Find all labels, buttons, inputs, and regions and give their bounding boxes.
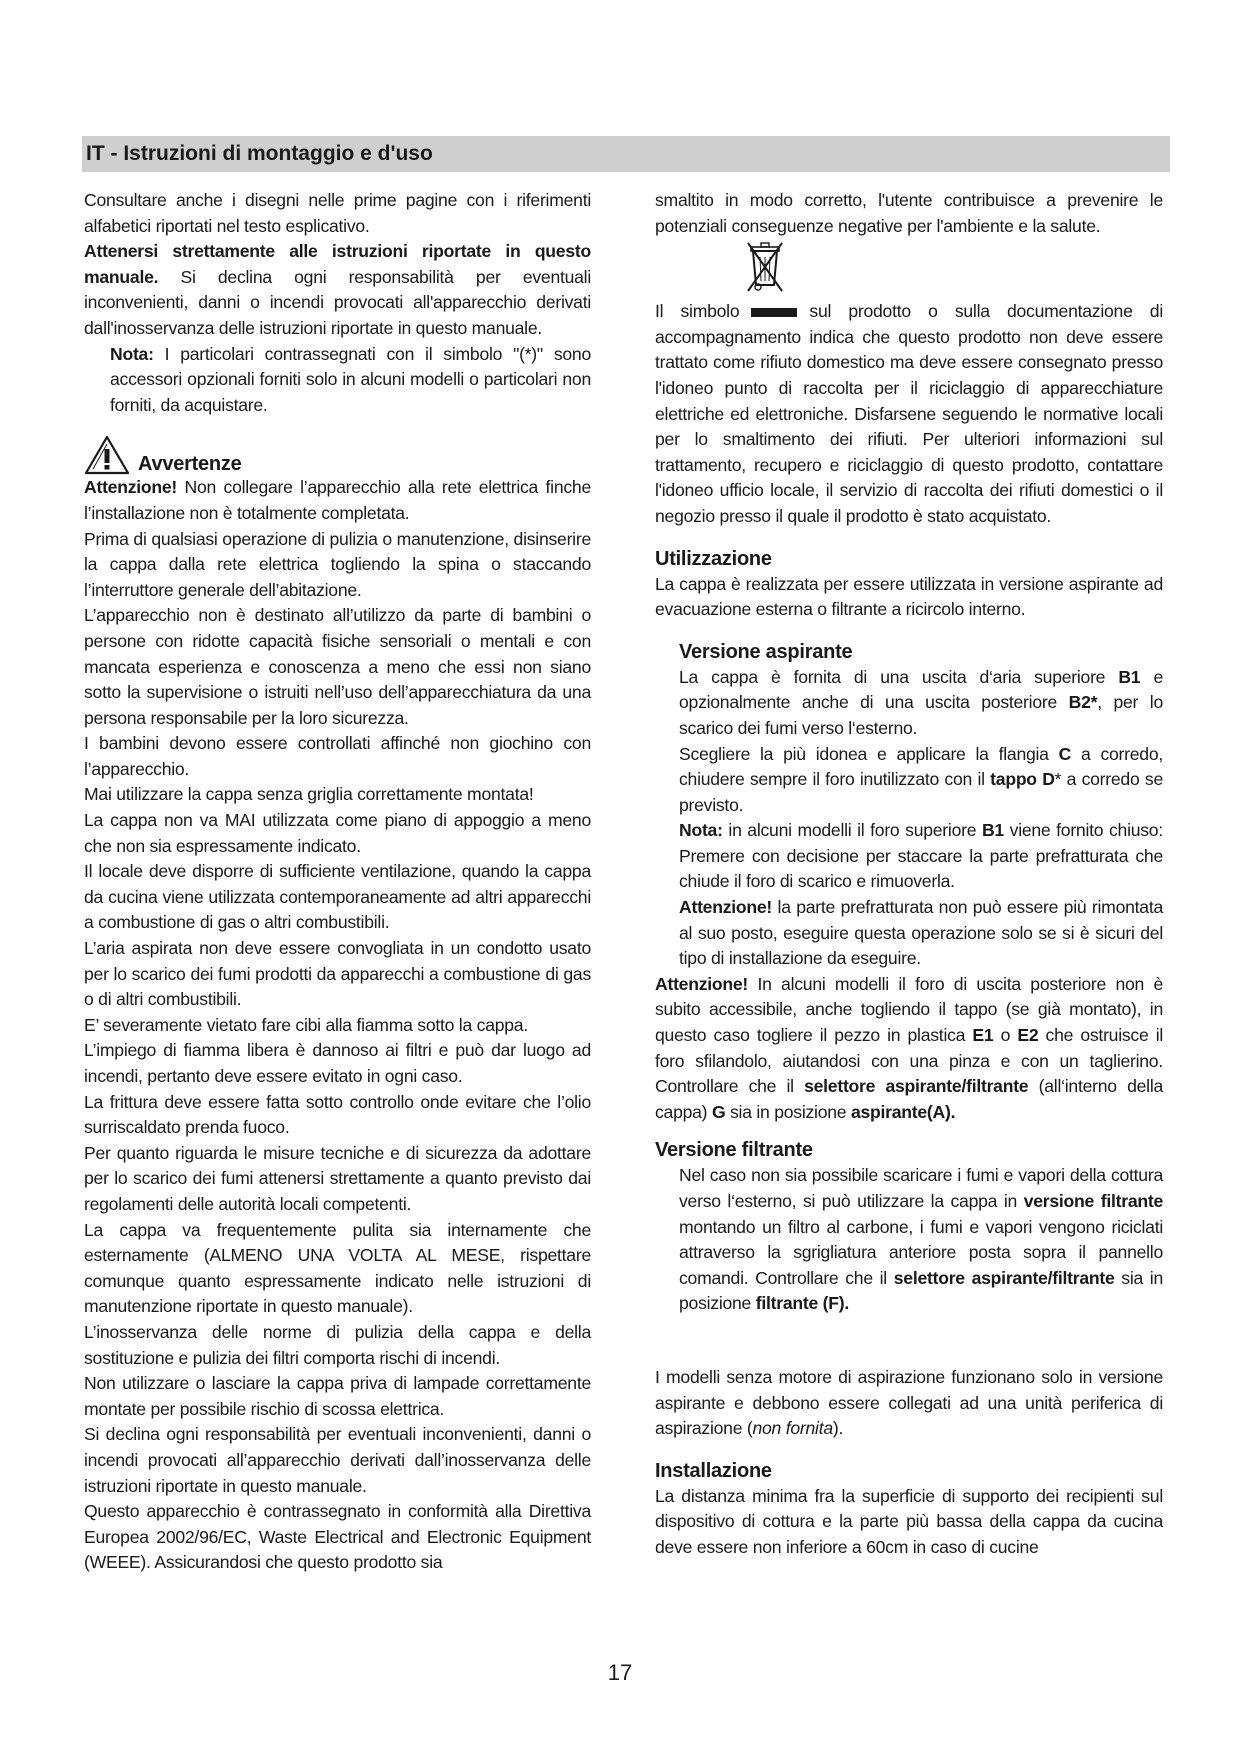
text-run: che ostruisce il foro sfilandolo, aiutandosi con una pinza e con un taglierino. Controllare che il xyxy=(655,1025,1164,1097)
warning-paragraph: Il locale deve disporre di sufficiente ventilazione, quando la cappa da cucina viene utilizzata contemporaneamente ad altri apparecchi a combustione di gas o altri combustibili. xyxy=(84,861,591,933)
nota-label: Nota: xyxy=(110,343,154,364)
text-run: montando un filtro al carbone, i fumi e vapori vengono riciclati attraverso la sgrigliatura anteriore posta sopra il pannello comandi. Controllare che il xyxy=(679,1216,1163,1288)
warning-paragraph: E’ severamente vietato fare cibi alla fiamma sotto la cappa. xyxy=(84,1014,528,1035)
attenersi-bold: Attenersi strettamente alle istruzioni riportate in questo manuale. xyxy=(84,241,591,287)
text-run: e opzionalmente anche di una uscita posteriore xyxy=(679,666,1163,713)
text-run: Scegliere la più idonea e applicare la flangia xyxy=(679,743,1059,764)
text-run: I modelli senza motore di aspirazione funzionano solo in versione aspirante e debbono essere collegati ad una unità periferica di aspirazione ( xyxy=(655,1366,1163,1439)
text-run: sia in posizione xyxy=(725,1101,851,1122)
left-column xyxy=(84,188,591,1576)
selector-label: selettore aspirante/filtrante xyxy=(804,1076,1029,1097)
text-run: o xyxy=(993,1025,1018,1046)
aspirante-heading: Versione aspirante xyxy=(679,640,853,663)
page-number: 17 xyxy=(607,1660,633,1685)
nota-paragraph xyxy=(84,342,591,419)
simbolo-post: sul prodotto o sulla documentazione di accompagnamento indica che questo prodotto non deve essere trattato come rifiuto domestico ma deve essere consegnato presso l'idoneo punto di raccolta per il riciclaggio di apparecchiature elettriche ed elettroniche. Disfarsene seguendo le normative locali per lo smaltimento dei rifiuti. Per ulteriori informazioni sul trattamento, recupero e riciclaggio di questo prodotto, contattare l'idoneo ufficio locale, il servizio di raccolta dei rifiuti domestici o il negozio presso il quale il prodotto è stato acquistato. xyxy=(655,301,1164,526)
crossed-bin-icon xyxy=(745,239,785,295)
text-run: La cappa è fornita di una uscita d‘aria superiore xyxy=(679,666,1119,687)
aspirante-attenzione-paragraph xyxy=(679,895,1163,972)
attenzione-label: Attenzione! xyxy=(679,897,773,918)
filtrante-paragraph xyxy=(655,1163,1163,1317)
ref-b1: B1 xyxy=(981,820,1004,841)
installazione-paragraph: La distanza minima fra la superficie di supporto dei recipienti sul dispositivo di cottura e la parte più bassa della cappa da cucina deve essere non inferiore a 60cm in caso di cucine xyxy=(655,1485,1163,1557)
warning-paragraph: Si declina ogni responsabilità per eventuali inconvenienti, danni o incendi provocati all’apparecchio derivati dall’inosservanza delle istruzioni riportate in questo manuale. xyxy=(84,1424,591,1496)
attenzione-label: Attenzione! xyxy=(84,477,178,498)
text-run: a corredo, chiudere sempre il foro inutilizzato con il xyxy=(679,743,1163,790)
versione-filtrante-label: versione filtrante xyxy=(1023,1191,1163,1211)
weee-symbol-row xyxy=(655,239,1163,299)
page-title: IT - Istruzioni di montaggio e d'uso xyxy=(86,142,433,165)
text-run: ). xyxy=(832,1418,844,1439)
attenzione-paragraph xyxy=(84,475,591,526)
warning-paragraph: L’impiego di fiamma libera è dannoso ai filtri e può dar luogo ad incendi, pertanto deve essere evitato in ogni caso. xyxy=(84,1040,591,1086)
attenzione-rear-outlet-paragraph xyxy=(655,972,1163,1126)
warning-paragraph: L’aria aspirata non deve essere convogliata in un condotto usato per lo scarico dei fumi prodotti da apparecchi a combustione di gas o di altri combustibili. xyxy=(84,938,591,1010)
ref-b1: B1 xyxy=(1118,666,1141,687)
warning-paragraph: La cappa va frequentemente pulita sia internamente che esternamente (ALMENO UNA VOLTA AL MESE, rispettare comunque quanto espressamente indicato nelle istruzioni di manutenzione riportate in questo manuale). xyxy=(84,1219,591,1317)
aspirante-paragraph xyxy=(679,665,1163,742)
ref-g: G xyxy=(711,1101,726,1122)
page-header xyxy=(82,136,1170,172)
ref-c: C xyxy=(1058,743,1072,764)
aspirante-paragraph xyxy=(679,742,1163,819)
text-run: viene fornito chiuso: Premere con decisione per staccare la parte prefratturata che chiude il foro di scarico e rimuoverla. xyxy=(679,820,1163,892)
warning-paragraph: Mai utilizzare la cappa senza griglia correttamente montata! xyxy=(84,784,534,805)
warning-paragraph: La cappa non va MAI utilizzata come piano di appoggio a meno che non sia espressamente indicato. xyxy=(84,810,591,856)
utilizzazione-heading: Utilizzazione xyxy=(655,547,772,570)
text-run: sia in posizione xyxy=(679,1267,1163,1314)
position-filtrante: filtrante (F). xyxy=(755,1293,849,1314)
text-run: Nel caso non sia possibile scaricare i fumi e vapori della cottura verso l‘esterno, si può utilizzare la cappa in xyxy=(679,1165,1163,1211)
attenzione-label: Attenzione! xyxy=(655,973,749,994)
nota-text: I particolari contrassegnati con il simbolo "(*)" sono accessori opzionali forniti solo in alcuni modelli o particolari non forniti, da acquistare. xyxy=(110,343,591,415)
simbolo-paragraph xyxy=(655,299,1163,529)
selector-label: selettore aspirante/filtrante xyxy=(893,1267,1115,1288)
ref-b2: B2* xyxy=(1068,692,1098,713)
warning-triangle-icon xyxy=(84,435,130,475)
non-fornita-italic: non fornita xyxy=(752,1418,833,1439)
ref-tappo-d: tappo D xyxy=(990,769,1055,790)
installazione-heading: Installazione xyxy=(655,1459,772,1482)
attenersi-paragraph xyxy=(84,239,591,341)
text-run: , per lo scarico dei fumi verso l‘esterno. xyxy=(679,692,1163,738)
simbolo-pre: Il simbolo xyxy=(655,301,740,322)
warning-paragraph: Prima di qualsiasi operazione di pulizia o manutenzione, disinserire la cappa dalla rete elettrica togliendo la spina o staccando l’interruttore generale dell’abitazione. xyxy=(84,528,591,600)
intro-paragraph: Consultare anche i disegni nelle prime pagine con i riferimenti alfabetici riportati nel testo esplicativo. xyxy=(84,190,591,236)
weee-continued-paragraph: smaltito in modo corretto, l'utente contribuisce a prevenire le potenziali conseguenze negative per l'ambiente e la salute. xyxy=(655,190,1163,236)
warning-title: Avvertenze xyxy=(138,453,242,476)
nota-label: Nota: xyxy=(679,820,723,841)
warning-paragraph: La frittura deve essere fatta sotto controllo onde evitare che l’olio surriscaldato prenda fuoco. xyxy=(84,1091,591,1138)
text-run: * a corredo se previsto. xyxy=(679,769,1163,815)
ref-e1: E1 xyxy=(972,1025,994,1046)
warning-paragraph: Per quanto riguarda le misure tecniche e di sicurezza da adottare per lo scarico dei fumi attenersi strettamente a quanto previsto dai regolamenti delle autorità locali competenti. xyxy=(84,1142,591,1214)
text-run: in alcuni modelli il foro superiore xyxy=(722,820,982,841)
position-aspirante: aspirante(A). xyxy=(850,1101,956,1122)
text-run: In alcuni modelli il foro di uscita posteriore non è subito accessibile, anche togliendo il tappo (se già montato), in questo caso togliere il pezzo in plastica xyxy=(655,973,1163,1046)
right-column xyxy=(655,188,1163,1561)
aspirante-section xyxy=(655,639,1163,972)
text-run: la parte prefratturata non può essere più rimontata al suo posto, eseguire questa operazione solo se si è sicuri del tipo di installazione da eseguire. xyxy=(679,897,1163,969)
attenersi-text: Si declina ogni responsabilità per eventuali inconvenienti, danni o incendi provocati all'apparecchio derivati dall'inosservanza delle istruzioni riportate in questo manuale. xyxy=(84,266,591,338)
modelli-paragraph xyxy=(655,1365,1163,1442)
warning-paragraph: I bambini devono essere controllati affinché non giochino con l’apparecchio. xyxy=(84,733,591,779)
ref-e2: E2 xyxy=(1017,1025,1039,1046)
warning-paragraph: L’inosservanza delle norme di pulizia della cappa e della sostituzione e pulizia dei filtri comporta rischi di incendi. xyxy=(84,1321,591,1368)
attenzione-text: Non collegare l’apparecchio alla rete elettrica finche l’installazione non è totalmente completata. xyxy=(84,477,591,523)
warning-paragraph: L’apparecchio non è destinato all’utilizzo da parte di bambini o persone con ridotte capacità fisiche sensoriali o mentali e con mancata esperienza e conoscenza a meno che essi non siano sotto la supervisione o istruiti nell’uso dell’apparecchiatura da una persona responsabile per la loro sicurezza. xyxy=(84,605,591,728)
warning-heading xyxy=(84,435,591,475)
warning-paragraph: Non utilizzare o lasciare la cappa priva di lampade correttamente montate per possibile rischio di scossa elettrica. xyxy=(84,1373,591,1419)
text-run: (all‘interno della cappa) xyxy=(655,1076,1164,1122)
warning-paragraph: Questo apparecchio è contrassegnato in conformità alla Direttiva Europea 2002/96/EC, Waste Electrical and Electronic Equipment (WEEE). Assicurandosi che questo prodotto sia xyxy=(84,1501,591,1573)
utilizzazione-paragraph: La cappa è realizzata per essere utilizzata in versione aspirante ad evacuazione esterna o filtrante a ricircolo interno. xyxy=(655,573,1163,620)
filtrante-heading: Versione filtrante xyxy=(655,1139,813,1162)
aspirante-nota-paragraph xyxy=(679,818,1163,895)
bin-bar-icon xyxy=(751,308,797,317)
